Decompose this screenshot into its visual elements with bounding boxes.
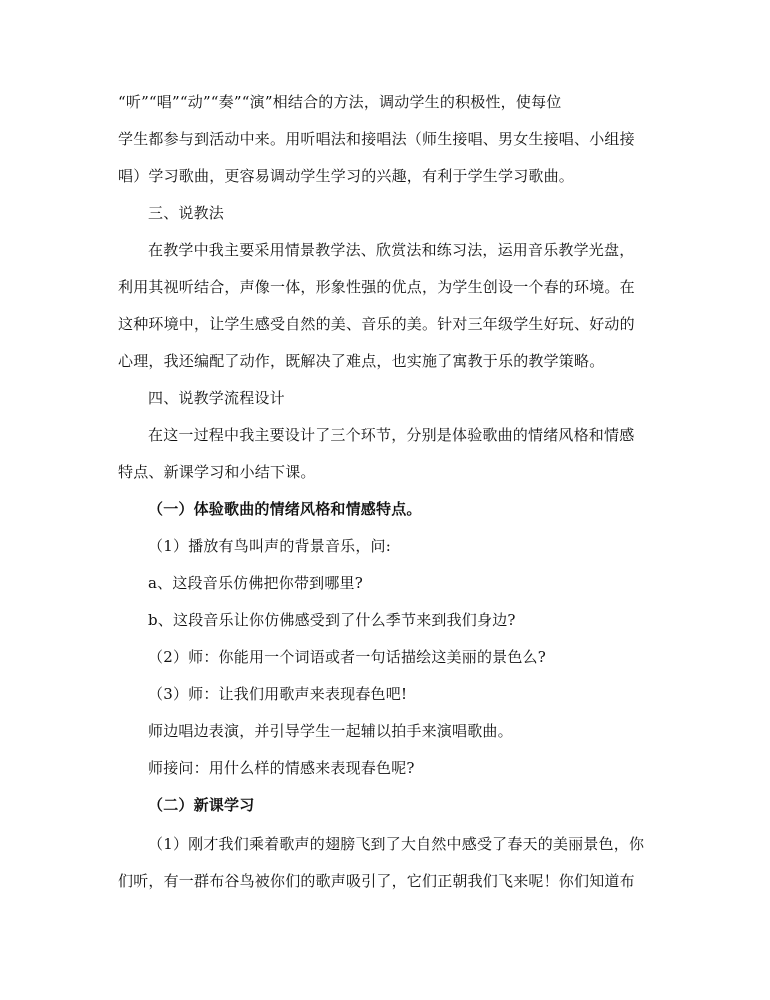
text-line: b、这段音乐让你仿佛感受到了什么季节来到我们身边?	[148, 611, 516, 629]
text-line: 特点、新课学习和小结下课。	[118, 463, 316, 481]
text-line: 在教学中我主要采用情景教学法、欣赏法和练习法，运用音乐教学光盘，	[148, 241, 635, 259]
subsection-heading: （二）新课学习	[148, 796, 255, 814]
text-line: 心理，我还编配了动作，既解决了难点，也实施了寓教于乐的教学策略。	[118, 352, 605, 370]
text-line: 师边唱边表演，并引导学生一起辅以拍手来演唱歌曲。	[148, 722, 513, 740]
text-line: （3）师：让我们用歌声来表现春色吧!	[148, 685, 408, 703]
text-line: 唱）学习歌曲，更容易调动学生学习的兴趣，有利于学生学习歌曲。	[118, 167, 575, 185]
subsection-heading: （一）体验歌曲的情绪风格和情感特点。	[148, 500, 422, 518]
text-line: “听”“唱”“动”“奏”“演”相结合的方法，调动学生的积极性，使每位	[118, 93, 562, 111]
text-line: 这种环境中，让学生感受自然的美、音乐的美。针对三年级学生好玩、好动的	[118, 315, 635, 333]
text-line: 在这一过程中我主要设计了三个环节，分别是体验歌曲的情绪风格和情感	[148, 426, 635, 444]
text-line: a、这段音乐仿佛把你带到哪里?	[148, 574, 363, 592]
text-line: 学生都参与到活动中来。用听唱法和接唱法（师生接唱、男女生接唱、小组接	[118, 130, 635, 148]
text-line: 们听，有一群布谷鸟被你们的歌声吸引了，它们正朝我们飞来呢！你们知道布	[118, 872, 635, 890]
section-heading: 四、说教学流程设计	[148, 389, 285, 407]
text-line: 师接问：用什么样的情感来表现春色呢?	[148, 759, 415, 777]
text-line: 利用其视听结合，声像一体，形象性强的优点，为学生创设一个春的环境。在	[118, 278, 635, 296]
section-heading: 三、说教法	[148, 204, 225, 222]
text-line: （1）播放有鸟叫声的背景音乐，问:	[148, 537, 391, 555]
text-line: （1）刚才我们乘着歌声的翅膀飞到了大自然中感受了春天的美丽景色，你	[148, 835, 645, 853]
text-line: （2）师：你能用一个词语或者一句话描绘这美丽的景色么?	[148, 648, 546, 666]
